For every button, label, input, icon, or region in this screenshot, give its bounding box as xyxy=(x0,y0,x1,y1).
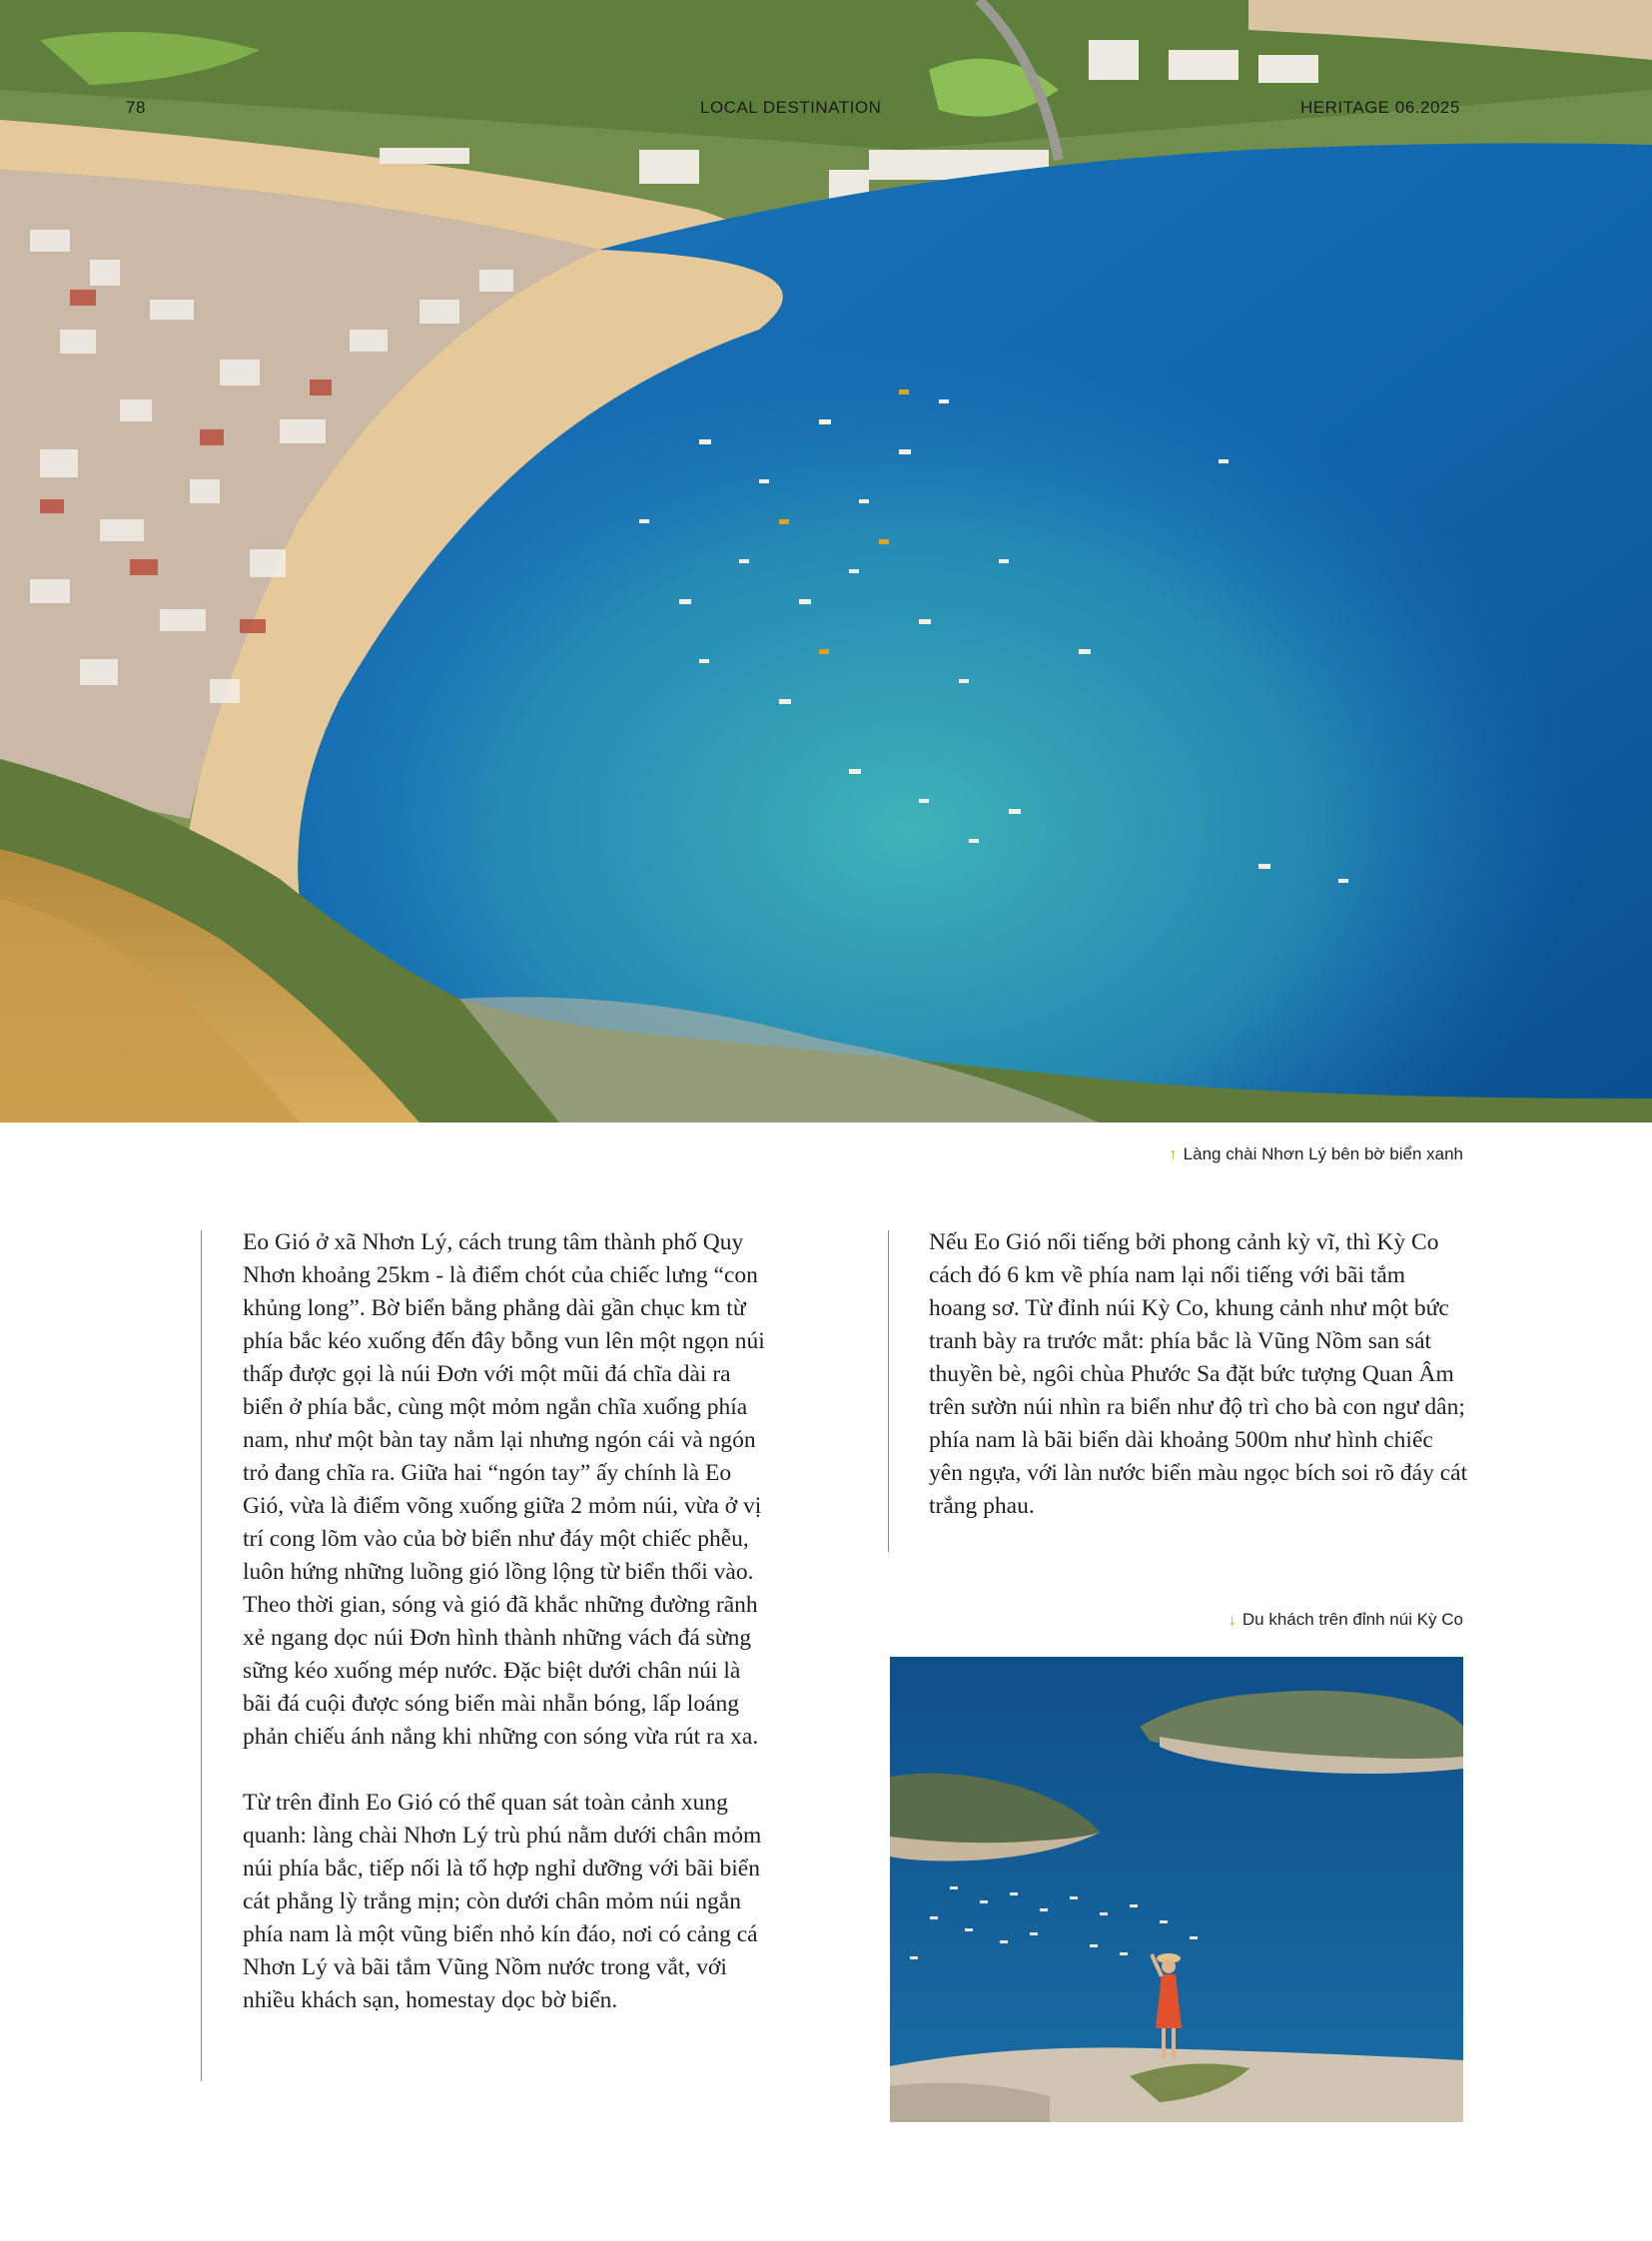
article-paragraph: Nếu Eo Gió nổi tiếng bởi phong cảnh kỳ vĩ, thì Kỳ Co cách đó 6 km về phía nam lại nổi tiếng với bãi tắm hoang sơ. Từ đỉnh núi Kỳ Co, khung cảnh như một bức tranh bày ra trước mắt: phía bắc là Vũng Nồm san sát thuyền bè, ngôi chùa Phước Sa đặt bức tượng Quan Âm trên sườn núi nhìn ra biển như độ trì cho bà con ngư dân; phía nam là bãi biển dài khoảng 500m như hình chiếc yên ngựa, với làn nước biển màu ngọc bích soi rõ đáy cát trắng phau. xyxy=(929,1229,1468,1519)
second-photo-caption xyxy=(1228,1610,1463,1630)
article-paragraph: Eo Gió ở xã Nhơn Lý, cách trung tâm thành phố Quy Nhơn khoảng 25km - là điểm chót của chiếc lưng “con khủng long”. Bờ biển bằng phẳng dài gần chục km từ phía bắc kéo xuống đến đây bỗng vun lên một ngọn núi thấp được gọi là núi Đơn với một mũi đá chĩa dài ra biển ở phía bắc, cùng một mỏm ngắn chĩa xuống phía nam, như một bàn tay nắm lại nhưng ngón cái và ngón trỏ đang chĩa ra. Giữa hai “ngón tay” ấy chính là Eo Gió, vừa là điểm võng xuống giữa 2 mỏm núi, vừa ở vị trí cong lõm vào của bờ biển như đáy một chiếc phễu, luôn hứng những luồng gió lồng lộng từ biển thổi vào. Theo thời gian, sóng và gió đã khắc những đường rãnh xẻ ngang dọc núi Đơn hình thành những vách đá sừng sững kéo xuống mép nước. Đặc biệt dưới chân núi là bãi đá cuội được sóng biển mài nhẵn bóng, lấp loáng phản chiếu ánh nắng khi những con sóng vừa rút ra xa. xyxy=(243,1229,765,1750)
hero-caption xyxy=(1169,1144,1463,1164)
arrow-up-icon: ↑ xyxy=(1169,1144,1178,1163)
column-rule-right xyxy=(888,1230,889,1552)
second-photo xyxy=(890,1657,1463,2122)
section-label: LOCAL DESTINATION xyxy=(700,98,882,117)
arrow-down-icon: ↓ xyxy=(1228,1610,1237,1629)
second-photo-caption-text: Du khách trên đỉnh núi Kỳ Co xyxy=(1241,1610,1463,1629)
article-column-2 xyxy=(929,1226,1468,1523)
page-number: 78 xyxy=(126,98,146,117)
article-column-1 xyxy=(243,1226,772,2017)
hero-caption-text: Làng chài Nhơn Lý bên bờ biển xanh xyxy=(1183,1144,1463,1163)
article-paragraph: Từ trên đỉnh Eo Gió có thể quan sát toàn cảnh xung quanh: làng chài Nhơn Lý trù phú nằm dưới chân mỏm núi phía bắc, tiếp nối là tổ hợp nghỉ dưỡng với bãi biển cát phẳng lỳ trắng mịn; còn dưới chân mỏm núi ngắn phía nam là một vũng biển nhỏ kín đáo, nơi có cảng cá Nhơn Lý và bãi tắm Vũng Nồm nước trong vắt, với nhiều khách sạn, homestay dọc bờ biển. xyxy=(243,1790,762,2013)
issue-label: HERITAGE 06.2025 xyxy=(1300,98,1460,117)
column-rule-left xyxy=(201,1230,202,2081)
